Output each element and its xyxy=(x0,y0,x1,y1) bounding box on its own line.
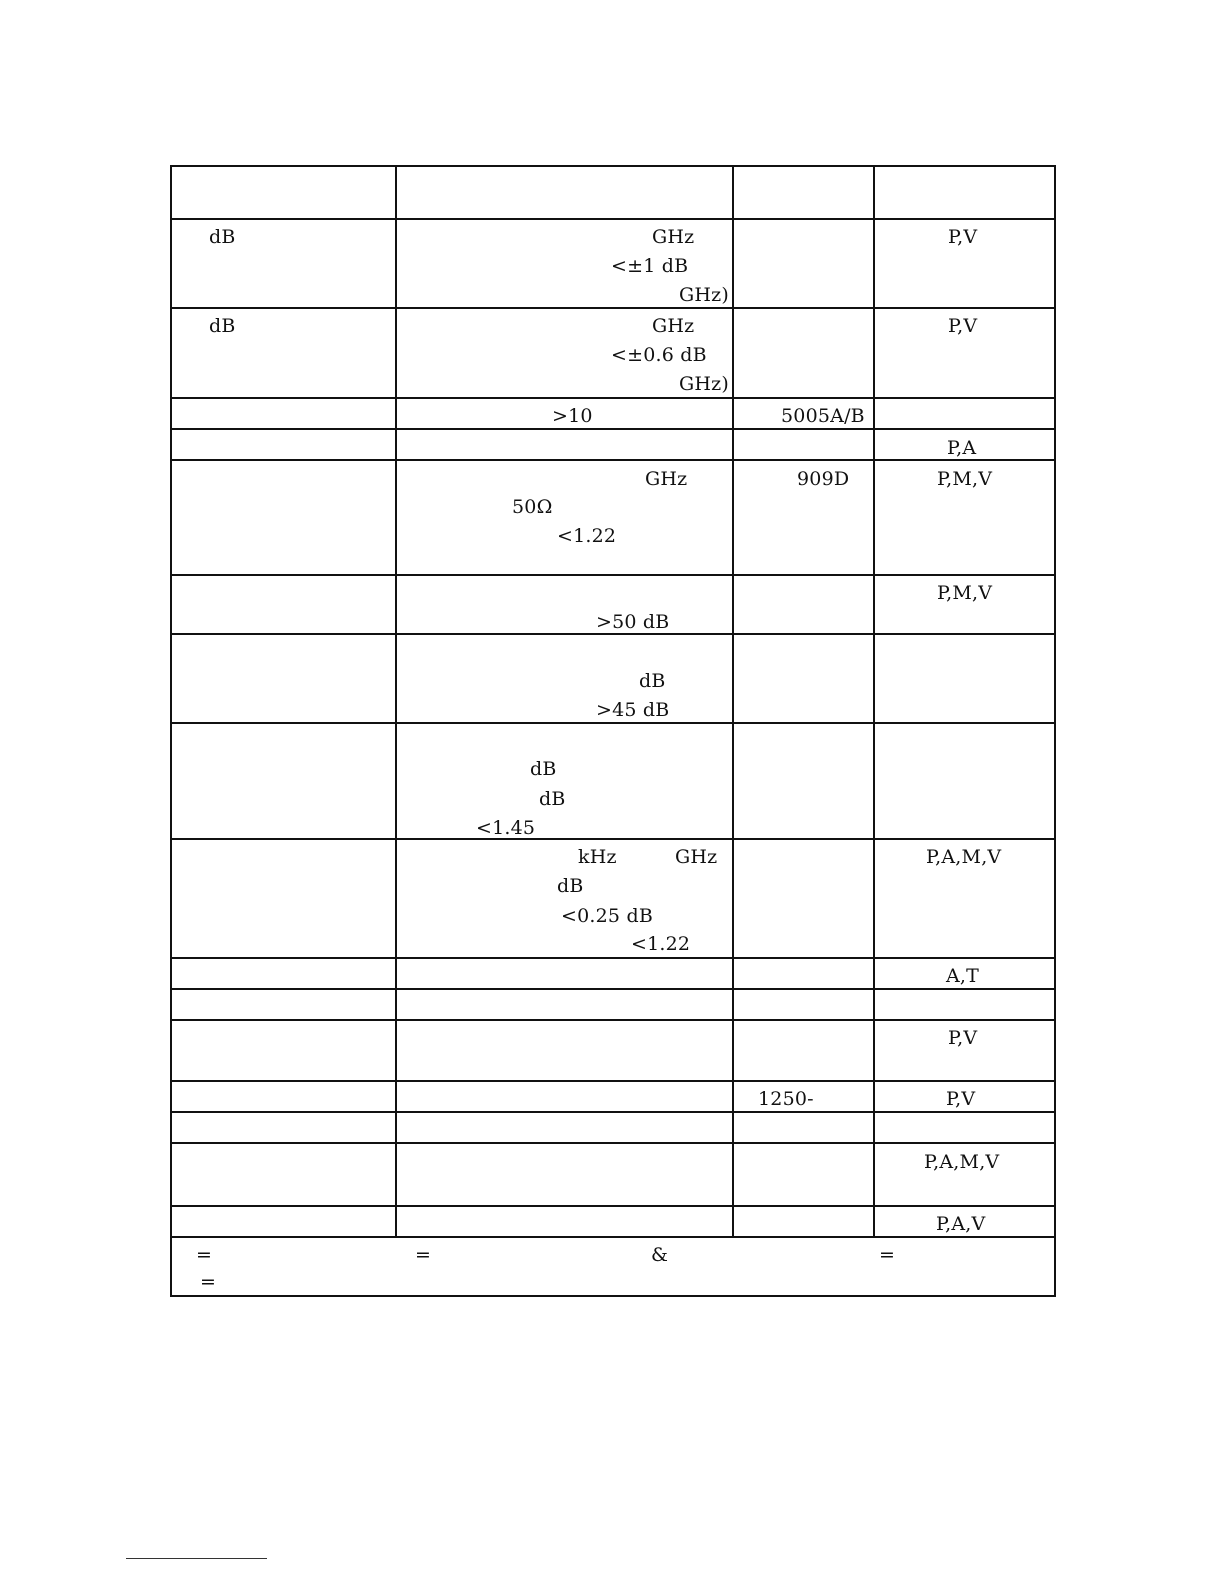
table-cell: >45 dB xyxy=(596,699,670,721)
table-border-right xyxy=(1054,165,1056,1297)
table-cell: dB xyxy=(209,315,236,337)
table-rule xyxy=(172,1019,1056,1021)
table-cell: GHz xyxy=(675,846,718,868)
table-rule xyxy=(172,307,1056,309)
table-cell: P,V xyxy=(948,315,978,337)
table-cell: P,M,V xyxy=(937,582,993,604)
table-col-divider-1 xyxy=(395,165,397,1238)
table-cell: <±0.6 dB xyxy=(611,344,707,366)
table-rule xyxy=(172,397,1056,399)
table-cell: >10 xyxy=(552,405,593,427)
table-cell: 5005A/B xyxy=(781,405,865,427)
table-rule xyxy=(172,574,1056,576)
table-rule xyxy=(172,428,1056,430)
table-cell: dB xyxy=(209,226,236,248)
legend-symbol: = xyxy=(415,1244,432,1266)
table-cell: <1.45 xyxy=(476,817,536,839)
table-cell: P,A,M,V xyxy=(926,846,1002,868)
table-rule xyxy=(172,957,1056,959)
table-cell: P,A xyxy=(947,437,977,459)
table-cell: GHz xyxy=(645,468,688,490)
table-cell: 1250- xyxy=(758,1088,814,1110)
table-rule xyxy=(172,988,1056,990)
table-rule xyxy=(172,838,1056,840)
table-cell: <1.22 xyxy=(557,525,617,547)
table-rule xyxy=(172,1111,1056,1113)
table-rule-body-bottom xyxy=(172,1236,1056,1238)
table-cell: P,M,V xyxy=(937,468,993,490)
legend-symbol: & xyxy=(651,1244,669,1266)
table-border-left xyxy=(170,165,172,1297)
table-cell: GHz) xyxy=(679,373,729,395)
table-rule xyxy=(172,1080,1056,1082)
legend-symbol: = xyxy=(196,1244,213,1266)
table-col-divider-2 xyxy=(732,165,734,1238)
table-cell: dB xyxy=(530,758,557,780)
table-rule xyxy=(172,459,1056,461)
table-cell: A,T xyxy=(946,965,980,987)
table-cell: 909D xyxy=(797,468,850,490)
table-cell: dB xyxy=(557,875,584,897)
table-cell: P,V xyxy=(948,1027,978,1049)
table-cell: 50Ω xyxy=(512,496,553,518)
table-cell: kHz xyxy=(578,846,617,868)
table-col-divider-3 xyxy=(873,165,875,1238)
table-cell: <1.22 xyxy=(631,933,691,955)
table-cell: P,A,M,V xyxy=(924,1151,1000,1173)
table-rule-header xyxy=(172,218,1056,220)
table-cell: <0.25 dB xyxy=(561,905,653,927)
table-cell: dB xyxy=(639,670,666,692)
table-rule xyxy=(172,1142,1056,1144)
legend-symbol: = xyxy=(200,1271,217,1293)
table-cell: GHz) xyxy=(679,284,729,306)
table-cell: P,A,V xyxy=(936,1213,986,1235)
table-rule-top xyxy=(172,165,1056,167)
table-cell: >50 dB xyxy=(596,611,670,633)
legend-symbol: = xyxy=(879,1244,896,1266)
footnote-rule xyxy=(126,1558,267,1559)
table-cell: GHz xyxy=(652,226,695,248)
table-rule-bottom xyxy=(172,1295,1056,1297)
table-cell: GHz xyxy=(652,315,695,337)
table-rule xyxy=(172,1205,1056,1207)
table-cell: dB xyxy=(539,788,566,810)
table-cell: P,V xyxy=(948,226,978,248)
table-cell: P,V xyxy=(946,1088,976,1110)
table-cell: <±1 dB xyxy=(611,255,689,277)
table-rule xyxy=(172,722,1056,724)
